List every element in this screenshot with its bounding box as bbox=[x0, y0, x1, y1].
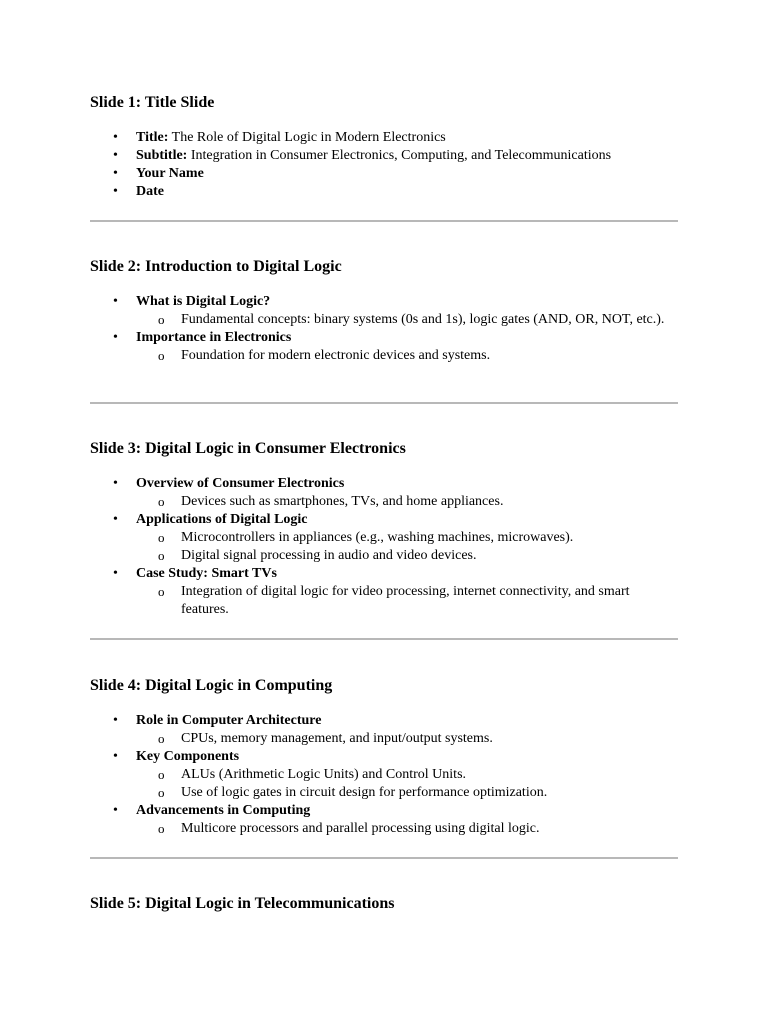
sub-list-item: o Use of logic gates in circuit design for performance optimization. bbox=[136, 784, 678, 802]
sub-list bbox=[136, 583, 678, 619]
sub-list bbox=[136, 529, 678, 565]
slide-5-heading: Slide 5: Digital Logic in Telecommunications bbox=[90, 895, 395, 912]
slide-2-section bbox=[90, 257, 678, 365]
item-label: Overview of Consumer Electronics bbox=[136, 476, 345, 491]
slide-divider bbox=[90, 402, 678, 404]
list-item bbox=[90, 565, 678, 619]
slide-3-section bbox=[90, 439, 678, 619]
slide-1-list bbox=[90, 129, 678, 201]
slide-divider bbox=[90, 220, 678, 222]
sub-list-item: o CPUs, memory management, and input/output systems. bbox=[136, 730, 678, 748]
slide-3-list bbox=[90, 475, 678, 619]
sub-list-item: o Multicore processors and parallel processing using digital logic. bbox=[136, 820, 678, 838]
sub-list bbox=[136, 730, 678, 748]
sub-list bbox=[136, 766, 678, 802]
sub-list-item: o Integration of digital logic for video processing, internet connectivity, and smart features. bbox=[136, 583, 678, 619]
slide-divider bbox=[90, 857, 678, 859]
slide-2-list bbox=[90, 293, 678, 365]
item-label: Date bbox=[136, 184, 164, 199]
slide-3-heading: Slide 3: Digital Logic in Consumer Electronics bbox=[90, 440, 406, 457]
item-label: Importance in Electronics bbox=[136, 330, 292, 345]
slide-4-heading: Slide 4: Digital Logic in Computing bbox=[90, 677, 333, 694]
sub-list-item: o Digital signal processing in audio and video devices. bbox=[136, 547, 678, 565]
item-label: What is Digital Logic? bbox=[136, 294, 271, 309]
item-text: The Role of Digital Logic in Modern Electronics bbox=[168, 130, 446, 145]
slide-4-section bbox=[90, 676, 678, 838]
list-item bbox=[90, 129, 678, 147]
sub-list-item: o Foundation for modern electronic devices and systems. bbox=[136, 347, 678, 365]
item-label: Applications of Digital Logic bbox=[136, 512, 308, 527]
list-item bbox=[90, 147, 678, 165]
item-label: Title: bbox=[136, 130, 169, 145]
slide-4-list bbox=[90, 712, 678, 838]
list-item bbox=[90, 748, 678, 802]
list-item bbox=[90, 165, 678, 183]
item-text: Integration in Consumer Electronics, Computing, and Telecommunications bbox=[187, 148, 612, 163]
list-item bbox=[90, 329, 678, 365]
sub-list-item: o Microcontrollers in appliances (e.g., washing machines, microwaves). bbox=[136, 529, 678, 547]
slide-5-section bbox=[90, 894, 678, 914]
list-item bbox=[90, 293, 678, 329]
sub-list-item: o ALUs (Arithmetic Logic Units) and Control Units. bbox=[136, 766, 678, 784]
item-label: Your Name bbox=[136, 166, 204, 181]
slide-1-section bbox=[90, 93, 678, 201]
slide-1-heading: Slide 1: Title Slide bbox=[90, 94, 215, 111]
item-label: Advancements in Computing bbox=[136, 803, 311, 818]
list-item bbox=[90, 511, 678, 565]
list-item bbox=[90, 712, 678, 748]
list-item bbox=[90, 475, 678, 511]
item-label: Key Components bbox=[136, 749, 240, 764]
sub-list bbox=[136, 347, 678, 365]
list-item bbox=[90, 802, 678, 838]
sub-list-item: o Devices such as smartphones, TVs, and home appliances. bbox=[136, 493, 678, 511]
slide-divider bbox=[90, 638, 678, 640]
sub-list bbox=[136, 820, 678, 838]
item-label: Role in Computer Architecture bbox=[136, 713, 322, 728]
sub-list-item: o Fundamental concepts: binary systems (0s and 1s), logic gates (AND, OR, NOT, etc.). bbox=[136, 311, 678, 329]
item-label: Subtitle: bbox=[136, 148, 188, 163]
item-label: Case Study: Smart TVs bbox=[136, 566, 277, 581]
slide-2-heading: Slide 2: Introduction to Digital Logic bbox=[90, 258, 342, 275]
sub-list bbox=[136, 493, 678, 511]
list-item bbox=[90, 183, 678, 201]
sub-list bbox=[136, 311, 678, 329]
